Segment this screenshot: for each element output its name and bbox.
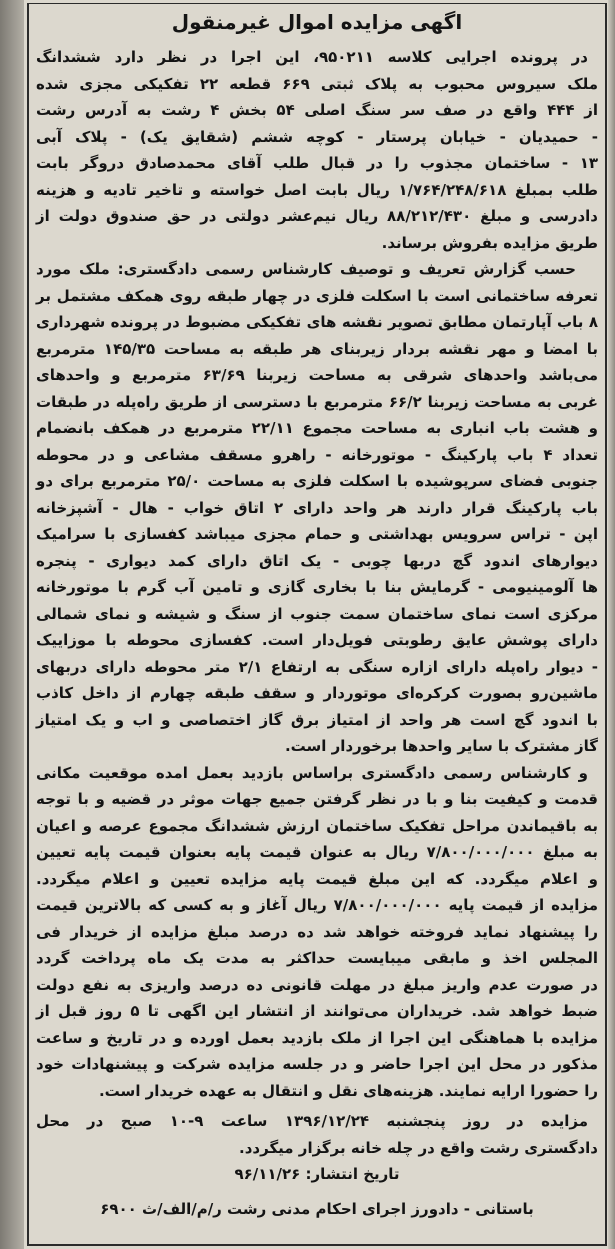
text-line: قدمت و کیفیت بنا و با در نظر گرفتن جمیع جهات موثر در قضیه و با توجه	[36, 790, 598, 808]
text-line: مذکور در محل این اجرا حاضر و در جلسه مزایده شرکت و پیشنهادات خود	[36, 1055, 598, 1073]
text-line: مزایده با هماهنگی این اجرا از ملک بازدید بعمل اورده و در تاریخ و ساعت	[36, 1028, 598, 1047]
text-line: دادگستری رشت واقع در چله خانه برگزار میگردد.	[239, 1138, 598, 1157]
text-line: طلب بمبلغ ۱/۷۶۴/۲۴۸/۶۱۸ ریال بابت اصل خواسته و تاخیر تادیه و هزینه	[36, 180, 598, 199]
text-line: را حضورا ارایه نمایند. هزینه‌های نقل و انتقال به عهده خریدار است.	[98, 1081, 598, 1100]
text-line: ۸ باب آپارتمان مطابق تصویر نقشه های تفکیکی مضبوط در پرونده شهرداری	[36, 313, 598, 331]
text-line: اپن - تراس سرویس بهداشتی و حمام مجزی میباشد کفسازی با سرامیک	[36, 525, 598, 543]
paragraph	[36, 256, 598, 760]
text-line: را پیشنهاد نماید فروخته خواهد شد ده درصد مبلغ مزایده از خریدار فی	[36, 922, 598, 941]
text-line: ضبط خواهد شد. خریداران می‌توانند از انتشار این اگهی تا ۵ روز قبل از	[36, 1002, 599, 1020]
text-line: در صورت عدم واریز مبلغ در مهلت قانونی ده درصد واریزی به نفع دولت	[36, 975, 598, 994]
text-line: جنوبی فضای سرپوشیده با اسکلت فلزی به مساحت ۲۵/۰ مترمربع برای دو	[36, 472, 598, 490]
text-line: مزایده از قیمت پایه ۷/۸۰۰/۰۰۰/۰۰۰ ریال آغاز و به کسی که بالاترین قیمت	[36, 896, 598, 914]
text-line: غربی به مساحت زیربنا ۶۶/۲ مترمربع با دسترسی از طریق راه‌پله در طبقات	[36, 392, 598, 411]
text-line: المجلس اخذ و مابقی میبایست حداکثر به مدت یک ماه پرداخت گردد	[36, 949, 598, 967]
text-line: می‌باشد واحدهای شرقی به مساحت زیربنا ۶۳/۶۹ مترمربع و واحدهای	[36, 366, 598, 384]
text-line: و اعلام میگردد. که این مبلغ قیمت پایه مزایده تعیین و اعلام میگردد.	[36, 869, 598, 888]
scan-edge-right	[608, 0, 615, 1249]
paragraph	[36, 760, 598, 1105]
notice-title: اگهی مزایده اموال غیرمنقول	[171, 10, 463, 34]
text-line: مزایده در روز پنجشنبه ۱۳۹۶/۱۲/۲۴ ساعت ۹-۱۰ صبح در محل	[36, 1112, 588, 1130]
text-line: ماشین‌رو بصورت کرکره‌ای موتوردار و سقف طبقه چهارم از داخل کاذب	[36, 684, 598, 702]
paragraph	[36, 44, 598, 256]
text-line: دادرسی و مبلغ ۸۸/۲۱۲/۴۳۰ ریال نیم‌عشر دولتی در حق صندوق دولت از	[36, 207, 598, 225]
text-line: طریق مزایده بفروش برساند.	[381, 233, 598, 252]
signature-line: باستانی - دادورز اجرای احکام مدنی رشت ر/م/الف/ث ۶۹۰۰	[100, 1199, 534, 1218]
text-line: - دیوار راه‌پله دارای ازاره سنگی به ارتفاع ۲/۱ متر محوطه دارای دربهای	[36, 657, 598, 676]
notice-body	[36, 44, 598, 1222]
text-line: ۱۳ - ساختمان مجذوب را در قبال طلب آقای محمدصادق دروگر بابت	[36, 154, 598, 172]
text-line: ملک سیروس محبوب به پلاک ثبتی ۶۶۹ قطعه ۲۲ تفکیکی مجزی شده	[36, 74, 598, 93]
publication-date: تاریخ انتشار: ۹۶/۱۱/۲۶	[234, 1165, 400, 1183]
text-line: دیوارهای اندود گچ دربها چوبی - یک اتاق دارای کمد دیواری - پنجره	[36, 551, 598, 570]
text-line: در پرونده اجرایی کلاسه ۹۵۰۲۱۱، این اجرا در نظر دارد ششدانگ	[36, 48, 588, 66]
paragraph	[36, 1108, 598, 1161]
text-line: باب پارکینگ قرار دارند هر واحد دارای ۲ اتاق خواب - هال - آشپزخانه	[36, 498, 598, 517]
text-line: تعرفه ساختمانی است با اسکلت فلزی در چهار طبقه روی همکف مشتمل بر	[36, 286, 598, 305]
text-line: مرکزی است نمای ساختمان سمت جنوب از سنگ و شیشه و نمای شمالی	[36, 604, 598, 623]
text-line: از ۴۴۴ واقع در صف سر سنگ اصلی ۵۴ بخش ۴ رشت به آدرس رشت	[36, 101, 599, 119]
text-line: گاز مشترک با سایر واحدها برخوردار است.	[284, 737, 598, 755]
text-line: - حمیدیان - خیابان پرستار - کوچه ششم (شقایق یک) - پلاک آبی	[36, 127, 598, 146]
text-line: با امضا و مهر نقشه بردار زیربنای هر طبقه به مساحت ۱۴۵/۳۵ مترمربع	[36, 339, 598, 358]
text-line: و کارشناس رسمی دادگستری براساس بازدید بعمل امده موقعیت مکانی	[36, 763, 588, 782]
text-line: تعداد ۴ باب پارکینگ - موتورخانه - راهرو مسقف مشاعی و در محوطه	[36, 445, 599, 464]
text-line: با اندود گچ است هر واحد از امتیاز برق گاز اختصاصی و اب و یک امتیاز	[36, 710, 598, 729]
text-line: به باقیماندن مراحل تفکیک ساختمان ارزش ششدانگ مجموع عرصه و اعیان	[36, 816, 598, 835]
notice-paragraphs	[36, 44, 598, 1161]
text-line: دارای پوشش عایق رطوبتی فویل‌دار است. کفسازی محوطه با موزاییک	[36, 631, 598, 649]
text-line: به مبلغ ۷/۸۰۰/۰۰۰/۰۰۰ ریال به عنوان قیمت پایه بعنوان قیمت پایه تعیین	[36, 843, 599, 861]
text-line: و هشت باب انباری به مساحت مجموع ۲۲/۱۱ مترمربع در همکف بانضمام	[36, 419, 599, 437]
text-line: حسب گزارش تعریف و توصیف کارشناس رسمی دادگستری: ملک مورد	[36, 260, 576, 278]
scan-edge-left	[0, 0, 24, 1249]
text-line: ها آلومینیومی - گرمایش بنا با بخاری گازی و تامین آب گرم با موتورخانه	[36, 578, 598, 596]
